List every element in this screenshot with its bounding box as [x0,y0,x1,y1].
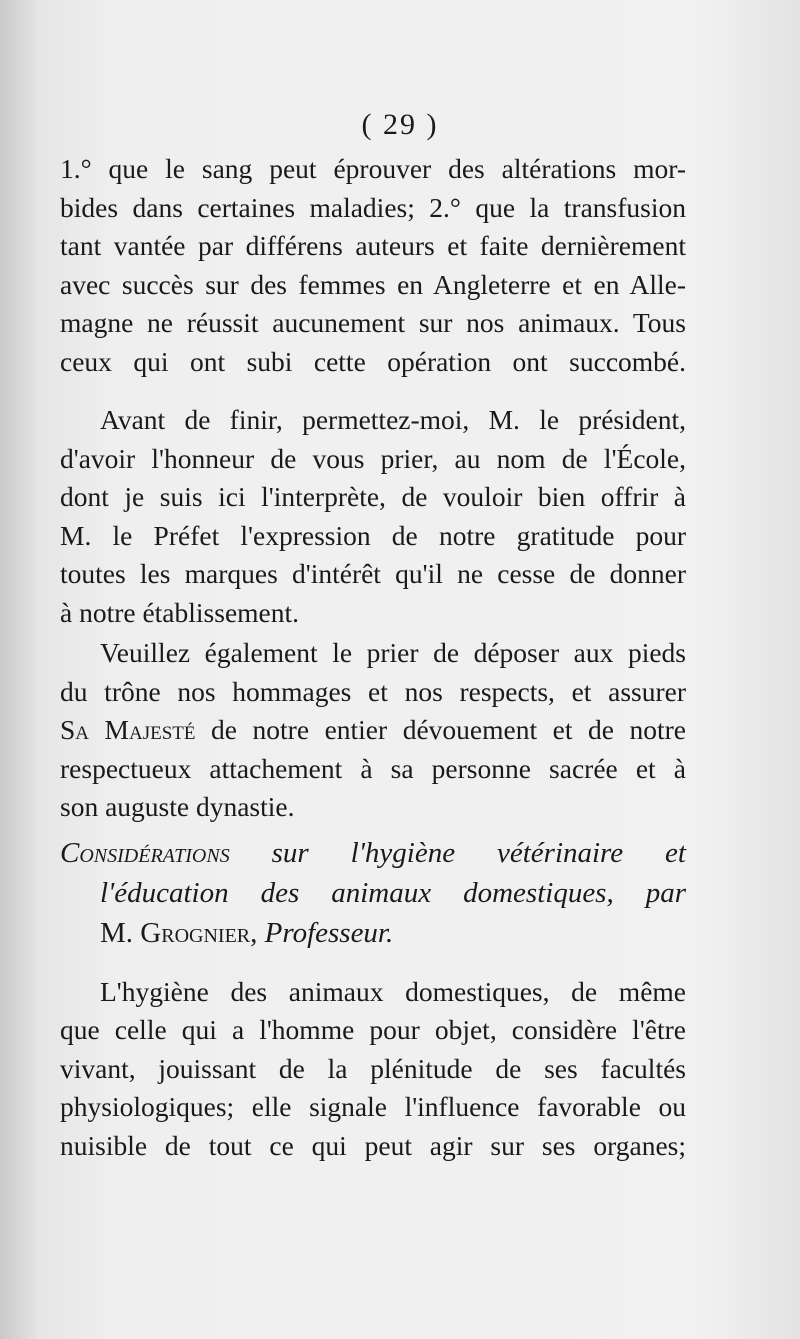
heading-line [60,833,686,873]
text-line: toutes les marques d'intérêt qu'il ne cesse de donner [60,558,686,589]
text-line: M. le Préfet l'expression de notre gratitude pour [60,519,686,551]
text-line: vivant, jouissant de la plénitude de ses facultés [60,1052,686,1084]
text-line: Avant de finir, permettez-moi, M. le président, [100,404,686,435]
author-name: Grognier [140,916,251,949]
text-line: nuisible de tout ce qui peut agir sur ses organes; [60,1129,686,1161]
text-line: d'avoir l'honneur de vous prier, au nom de l'École, [60,442,686,474]
text-fragment: de notre entier dévouement et de notre [195,714,687,745]
text-line [60,711,686,750]
text-line: 1.° que le sang peut éprouver des altérations mor- [60,153,686,184]
text-line: du trône nos hommages et nos respects, et assurer [60,675,686,707]
heading-title: Considérations [60,836,230,869]
text-line: tant vantée par différens auteurs et faite dernièrement [60,230,686,261]
text-line: son auguste dynastie. [60,791,295,822]
paragraph-transfusion [60,150,686,381]
page-number: ( 29 ) [361,108,439,141]
author-prefix: M. [100,916,141,949]
text-line: magne ne réussit aucunement sur nos animaux. Tous [60,307,686,338]
paragraph-closing [60,401,686,632]
author-sep: , [250,916,265,949]
paragraph-homage [60,634,686,827]
majesty-smallcaps: Sa Majesté [60,714,196,745]
text-line: Veuillez également le prier de déposer aux pieds [100,637,686,668]
paragraph-hygiene [60,973,686,1166]
heading-author-line [60,913,686,953]
text-line: ceux qui ont subi cette opération ont succombé. [60,345,686,377]
heading-fragment: sur l'hygiène vétérinaire et [229,836,686,869]
heading-line: l'éducation des animaux domestiques, par [100,876,686,909]
section-heading [60,833,686,953]
author-role: Professeur. [264,916,394,949]
text-line: L'hygiène des animaux domestiques, de même [100,975,686,1007]
text-line: que celle qui a l'homme pour objet, considère l'être [60,1014,686,1045]
text-line: avec succès sur des femmes en Angleterre et en Alle- [60,268,686,300]
page-body [60,150,686,1165]
text-line: respectueux attachement à sa personne sacrée et à [60,752,686,784]
text-line: dont je suis ici l'interprète, de vouloir bien offrir à [60,481,686,512]
text-line: bides dans certaines maladies; 2.° que la transfusion [60,191,686,223]
text-line: à notre établissement. [60,596,300,628]
text-line: physiologiques; elle signale l'influence favorable ou [60,1091,686,1122]
